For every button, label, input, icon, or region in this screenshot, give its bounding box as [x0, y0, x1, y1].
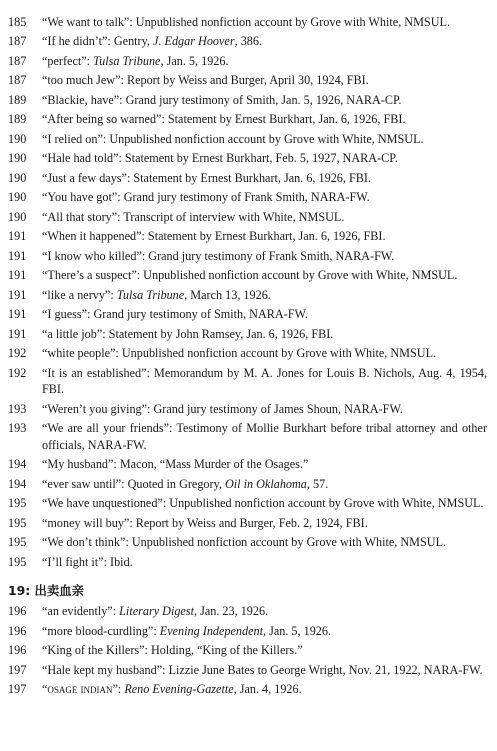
note-entry	[8, 170, 487, 187]
note-entry	[8, 345, 487, 362]
section-heading: 19: 出卖血亲	[8, 583, 85, 599]
note-entry	[8, 306, 487, 323]
note-text: “My husband”: Macon, “Mass Murder of the Osages.”	[42, 457, 309, 472]
note-entry	[8, 267, 487, 284]
note-text-post: , Jan. 5, 1926.	[160, 53, 229, 68]
note-entry	[8, 365, 487, 398]
note-text: “money will buy”: Report by Weiss and Burger, Feb. 2, 1924, FBI.	[42, 515, 368, 530]
note-entry	[8, 495, 487, 512]
note-entry	[8, 476, 487, 493]
note-page-number: 191	[8, 268, 27, 283]
note-text	[42, 623, 487, 640]
note-entry	[8, 53, 487, 70]
notes-list-2	[8, 603, 487, 698]
note-text-title-italic: Literary Digest	[119, 604, 194, 619]
note-text: “white people”: Unpublished nonfiction account by Grove with White, NMSUL.	[42, 346, 437, 361]
note-entry	[8, 33, 487, 50]
note-text: “It is an established”: Memorandum by M. A. Jones for Louis B. Nichols, Aug. 4, 1954, FBI.	[42, 365, 487, 397]
note-text-title-italic: J. Edgar Hoover	[153, 34, 235, 49]
note-text: “I know who killed”: Grand jury testimony of Frank Smith, NARA-FW.	[42, 248, 395, 263]
note-text: “All that story”: Transcript of interview with White, NMSUL.	[42, 209, 345, 224]
note-entry	[8, 681, 487, 698]
note-page-number: 191	[8, 229, 27, 244]
note-page-number: 195	[8, 515, 27, 530]
note-page-number: 190	[8, 151, 27, 166]
note-text: “You have got”: Grand jury testimony of Frank Smith, NARA-FW.	[42, 190, 370, 205]
note-page-number: 187	[8, 73, 27, 88]
note-page-number: 190	[8, 131, 27, 146]
note-text: “Hale kept my husband”: Lizzie June Bates to George Wright, Nov. 21, 1922, NARA-FW.	[42, 662, 483, 677]
note-text-pre: “more blood-curdling”:	[42, 623, 160, 638]
note-text-title-italic: Evening Independent	[159, 623, 263, 638]
note-text-pre: “like a nervy”:	[42, 287, 117, 302]
note-text: “Weren’t you giving”: Grand jury testimony of James Shoun, NARA-FW.	[42, 401, 403, 416]
note-text-post: , 57.	[306, 476, 329, 491]
note-text	[42, 287, 487, 304]
note-text: “We are all your friends”: Testimony of Mollie Burkhart before tribal attorney and other officials, NARA-FW.	[42, 421, 487, 452]
note-page-number: 187	[8, 53, 27, 68]
note-text: “a little job”: Statement by John Ramsey, Jan. 6, 1926, FBI.	[42, 326, 334, 341]
note-entry	[8, 14, 487, 31]
note-entry	[8, 326, 487, 343]
note-text	[42, 603, 487, 620]
note-page-number: 190	[8, 190, 27, 205]
note-page-number: 196	[8, 623, 27, 638]
note-entry	[8, 456, 487, 473]
note-text-pre: “perfect”:	[42, 53, 94, 68]
note-text	[42, 33, 487, 50]
note-entry	[8, 534, 487, 551]
note-page-number: 195	[8, 554, 27, 569]
note-page-number: 192	[8, 365, 27, 380]
note-text: “Hale had told”: Statement by Ernest Burkhart, Feb. 5, 1927, NARA-CP.	[42, 151, 398, 166]
note-text-post: , Jan. 23, 1926.	[193, 604, 269, 619]
note-text: “When it happened”: Statement by Ernest Burkhart, Jan. 6, 1926, FBI.	[42, 229, 386, 244]
note-page-number: 193	[8, 401, 27, 416]
note-text: “King of the Killers”: Holding, “King of the Killers.”	[42, 643, 303, 658]
note-text-post: , 386.	[234, 34, 263, 49]
note-entry	[8, 150, 487, 167]
note-entry	[8, 515, 487, 532]
note-page-number: 191	[8, 248, 27, 263]
note-page-number: 191	[8, 287, 27, 302]
note-entry	[8, 131, 487, 148]
note-entry	[8, 642, 487, 659]
note-page-number: 194	[8, 457, 27, 472]
note-entry	[8, 662, 487, 679]
note-page-number: 195	[8, 535, 27, 550]
note-entry	[8, 228, 487, 245]
note-text: “We want to talk”: Unpublished nonfiction account by Grove with White, NMSUL.	[42, 15, 451, 29]
note-page-number: 191	[8, 326, 27, 341]
note-page-number: 190	[8, 170, 27, 185]
note-page-number: 189	[8, 112, 27, 127]
note-text: “I relied on”: Unpublished nonfiction account by Grove with White, NMSUL.	[42, 131, 424, 146]
note-page-number: 193	[8, 421, 27, 436]
note-entry	[8, 420, 487, 453]
note-text: “After being so warned”: Statement by Ernest Burkhart, Jan. 6, 1926, FBI.	[42, 112, 406, 127]
note-text-title-italic: Tulsa Tribune	[116, 287, 185, 302]
note-page-number: 192	[8, 346, 27, 361]
note-page-number: 189	[8, 92, 27, 107]
note-page-number: 190	[8, 209, 27, 224]
note-text	[42, 53, 487, 70]
note-entry	[8, 603, 487, 620]
note-text-title-italic: Reno Evening-Gazette	[124, 682, 234, 697]
note-page-number: 185	[8, 15, 27, 29]
note-text	[42, 681, 487, 698]
note-text-pre: “an evidently”:	[42, 604, 120, 619]
note-text: “There’s a suspect”: Unpublished nonfiction account by Grove with White, NMSUL.	[42, 268, 458, 283]
notes-list-1	[8, 14, 487, 570]
note-page-number: 194	[8, 476, 27, 491]
note-entry	[8, 189, 487, 206]
note-entry	[8, 111, 487, 128]
note-entry	[8, 72, 487, 89]
note-page-number: 197	[8, 682, 27, 697]
note-text	[42, 476, 487, 493]
note-text: “Just a few days”: Statement by Ernest Burkhart, Jan. 6, 1926, FBI.	[42, 170, 372, 185]
note-entry	[8, 287, 487, 304]
note-text-mid: ”:	[112, 682, 125, 697]
note-page-number: 187	[8, 34, 27, 49]
note-text: “Blackie, have”: Grand jury testimony of Smith, Jan. 5, 1926, NARA-CP.	[42, 92, 402, 107]
note-text-title-italic: Tulsa Tribune	[93, 53, 161, 68]
note-page-number: 195	[8, 496, 27, 511]
note-entry	[8, 92, 487, 109]
note-text-post: , Jan. 4, 1926.	[233, 682, 302, 697]
note-text: “I guess”: Grand jury testimony of Smith, NARA-FW.	[42, 307, 308, 322]
note-entry	[8, 248, 487, 265]
note-text-pre: “If he didn’t”: Gentry,	[42, 34, 154, 49]
note-text-pre: “	[42, 682, 48, 697]
note-page-number: 197	[8, 662, 27, 677]
note-page-number: 196	[8, 643, 27, 658]
note-text-pre: “ever saw until”: Quoted in Gregory,	[42, 476, 225, 491]
note-entry	[8, 209, 487, 226]
note-text: “We don’t think”: Unpublished nonfiction account by Grove with White, NMSUL.	[42, 535, 447, 550]
note-text-post: , Jan. 5, 1926.	[263, 623, 332, 638]
note-text-title-italic: Oil in Oklahoma	[224, 476, 307, 491]
note-text-smallcaps: osage indian	[47, 682, 113, 697]
note-entry	[8, 554, 487, 571]
note-text: “too much Jew”: Report by Weiss and Burger, April 30, 1924, FBI.	[42, 73, 369, 88]
note-text: “I’ll fight it”: Ibid.	[42, 554, 133, 569]
note-text-post: , March 13, 1926.	[184, 287, 271, 302]
note-page-number: 196	[8, 604, 27, 619]
note-entry	[8, 623, 487, 640]
note-text: “We have unquestioned”: Unpublished nonfiction account by Grove with White, NMSUL.	[42, 496, 484, 511]
note-page-number: 191	[8, 307, 27, 322]
note-entry	[8, 401, 487, 418]
